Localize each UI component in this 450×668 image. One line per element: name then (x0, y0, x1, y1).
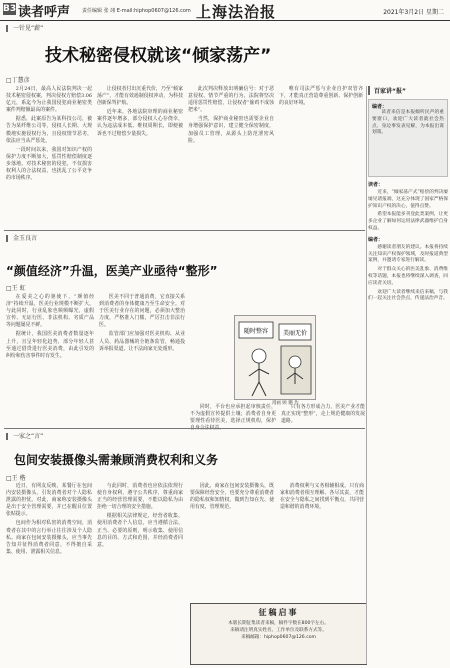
article3-tag: 一家之“言” (6, 433, 43, 440)
article3-paragraph: 因此，商家在包间安装摄像头，既要保障经营安全，也要充分尊重消费者的隐私权和知情权，做到告知在先、使用有度、管理规范。 (190, 483, 274, 511)
article1-byline: □丁慧彦 (6, 77, 30, 84)
sidebar-heading: 编者： (368, 236, 384, 243)
sidebar-box-text: 读者来信是本报倾听民声的重要窗口，欢迎广大读者就社会热点、身边事发表见解，为本报出谋划策。 (372, 110, 444, 136)
article2-paragraph: 只有各方形成合力，医美产业才能真正实现“整形”，走上规范健康的发展道路。 (281, 404, 365, 425)
article2-tag: 金玉良言 (6, 235, 37, 242)
sidebar-heading: 读者： (368, 182, 384, 188)
call-for-submissions (190, 603, 367, 665)
sidebar-editor-box (368, 99, 448, 177)
article1-paragraph: 一段时间以来，我国对知识产权的保护力度不断加大，惩罚性赔偿制度逐步落地。对技术秘密的侵犯，不仅损害权利人的合法权益，也扰乱了公平竞争的市场秩序。 (6, 146, 92, 182)
cartoon-caption: 漫画 顾 鹏 作 (272, 401, 299, 406)
article1-col-3 (188, 86, 274, 226)
cartoon-sign-right: 美丽无价 (282, 330, 308, 337)
section-divider (4, 230, 365, 231)
article1-paragraph: 2月24日，最高人民法院判决一起技术秘密侵权案，判决侵权方赔偿3.06亿元，系迄今为止我国侵犯商业秘密类案件判赔额最高的案件。 (6, 86, 92, 114)
cartoon-illustration (235, 316, 315, 399)
article2-paragraph: 医美不同于普通消费，它直接关系到消费者的身体健康乃至生命安全。对于医美行业存在的问题，必须加大整治力度，严格准入门槛，严厉打击非法行医。 (99, 294, 185, 329)
editorial-cartoon (234, 315, 316, 400)
article2-paragraph: 在爱美之心的驱使下，“颜值经济”持续升温，医美行业规模不断扩大。与此同时，行业乱象也频频曝光，虚假宣传、无证行医、非法机构、劣质产品等问题屡见不鲜。 (6, 294, 94, 329)
article2-col-2 (99, 294, 185, 414)
issue-date: 2021年3月2日 星期二 (383, 9, 444, 16)
cartoon-sign-left: 随时整容 (243, 328, 269, 335)
article3-headline: 包间安装摄像头需兼顾消费权利和义务 (14, 453, 219, 467)
sidebar-paragraph: 希望本报能多刊登此类案例，让更多企业了解如何运用法律武器维护自身权益。 (368, 212, 448, 231)
notice-email: 来稿邮箱：hiphop0607@126.com (240, 635, 317, 640)
article3-paragraph: 根据相关法律规定，经营者收集、使用消费者个人信息，应当遵循合法、正当、必要的原则，明示收集、使用信息的目的、方式和范围，并经消费者同意。 (97, 513, 183, 548)
article2-col-4 (281, 404, 365, 425)
article1-paragraph: 此次判决释放出明确信号：对于恶意侵权、情节严重的行为，法院将坚决适用惩罚性赔偿，让侵权者“偷鸡不成蚀把米”。 (188, 86, 274, 114)
sidebar-paragraph: 对于群众关心的医美乱象、消费维权等话题，本报也将继续深入调查，回应读者关切。 (368, 267, 448, 286)
article1-col-4 (279, 86, 363, 226)
notice-title: 征稿启事 (258, 608, 299, 617)
section-title: 读者呼声 (18, 5, 71, 20)
article1-col-1 (6, 86, 92, 226)
article2-paragraph: 据统计，我国医美消费者数量逐年上升，且呈年轻化趋势，部分年轻人甚至通过借贷进行医美消费，由此引发的纠纷和伤害事件时有发生。 (6, 331, 94, 359)
article3-paragraph: 包间作为相对私密的消费空间，消费者在其中的言行举止往往涉及个人隐私。商家在包间安装摄像头，应当事先告知并征得消费者同意，不得擅自采集、使用、泄露相关信息。 (6, 520, 92, 555)
page-header (0, 0, 450, 21)
sidebar-paragraph: 近来，“倾家荡产式”赔偿的判决屡屡见诸报端，这充分体现了国家严格保护知识产权的决心，值得点赞。 (368, 190, 448, 209)
sidebar-box-label: 编者： (372, 104, 388, 110)
newspaper-masthead: 上海法治报 (196, 3, 277, 21)
sidebar-paragraph: 欢迎广大读者继续来信来稿，与我们一起关注社会热点，传递法治声音。 (368, 289, 448, 302)
article1-paragraph: 近年来，各地法院审理的商业秘密案件逐年增多，部分侵权人心存侥幸，认为违法成本低、维权周期长，即便被诉也不过赔偿少量损失。 (97, 109, 183, 137)
article1-paragraph: 当然，保护商业秘密也需要企业自身增强保护意识，建立健全保密制度，加强员工管理，从源头上防范泄密风险。 (188, 116, 274, 144)
article3-col-3 (190, 483, 274, 600)
sidebar-paragraph: 感谢读者朋友的建议。本报将持续关注知识产权保护领域，及时报道典型案例，并邀请专家进行解读。 (368, 244, 448, 264)
article3-col-2 (97, 483, 183, 665)
section-divider (4, 428, 365, 429)
article3-paragraph: 消费权利与义务相辅相成。只有商家和消费者相互理解、各尽其责，才能在安全与隐私之间找到平衡点，共同营造和谐的消费环境。 (280, 483, 364, 511)
sidebar-divider (366, 86, 367, 664)
article2-col-3 (190, 404, 276, 432)
article3-paragraph: 与此同时，消费者也应依法依规行使自身权利，遵守公共秩序，尊重商家正当的经营管理需要，不能以隐私为由拒绝一切合理的安全措施。 (97, 483, 183, 511)
notice-line: 来稿请注明真实姓名、工作单位及联系方式等。 (230, 628, 327, 633)
article1-paragraph: 唯有司法严惩与企业自护双管齐下，才能真正营造尊重创新、保护创新的良好环境。 (279, 86, 363, 107)
page-number: B3 (3, 4, 17, 14)
article1-headline: 技术秘密侵权就该“倾家荡产” (45, 46, 272, 66)
article2-paragraph: 同时，平台也应承担起审核责任，不为虚假宣传提供土壤；消费者自身更要理性看待医美，选择正规机构，保护自身合法权益。 (190, 404, 276, 432)
editor-info: 责任编辑 张 翊 E-mail:hiphop0607@126.com (82, 8, 191, 14)
article3-paragraph: 近日，有网友反映，某餐厅在包间内安装摄像头，引发消费者对个人隐私泄露的担忧。对此，商家称安装摄像头是出于安全管理需要，并已在醒目位置张贴提示。 (6, 483, 92, 518)
article1-paragraph: 让侵权者付出沉重代价，乃至“倾家荡产”，才能有效遏制侵权冲动，为科技创新保驾护航。 (97, 86, 183, 107)
article1-paragraph: 据悉，此案原告为某科技公司，被告为某纤维公司等，侵权人长期、大规模地实施侵权行为，且侵权情节恶劣，依法应当从严惩处。 (6, 116, 92, 144)
sidebar-column (368, 86, 448, 666)
article3-col-1 (6, 483, 92, 665)
article3-col-4 (280, 483, 364, 600)
article2-headline: “颜值经济”升温，医美产业亟待“整形” (6, 264, 218, 278)
sidebar-tag: 百家讲“报” (368, 86, 448, 95)
notice-line: 本版长期征集读者来稿，稿件字数在800字左右。 (228, 621, 329, 626)
article1-tag: 一针见“薪” (6, 25, 43, 32)
article1-col-2 (97, 86, 183, 226)
article2-col-1 (6, 294, 94, 414)
article3-byline: □王 楷 (6, 475, 26, 482)
article2-byline: □王 虹 (6, 285, 26, 292)
article2-paragraph: 监管部门应加强对医美机构、从业人员、药品器械的全链条监管，畅通投诉举报渠道，让不法商家无处遁形。 (99, 331, 185, 352)
